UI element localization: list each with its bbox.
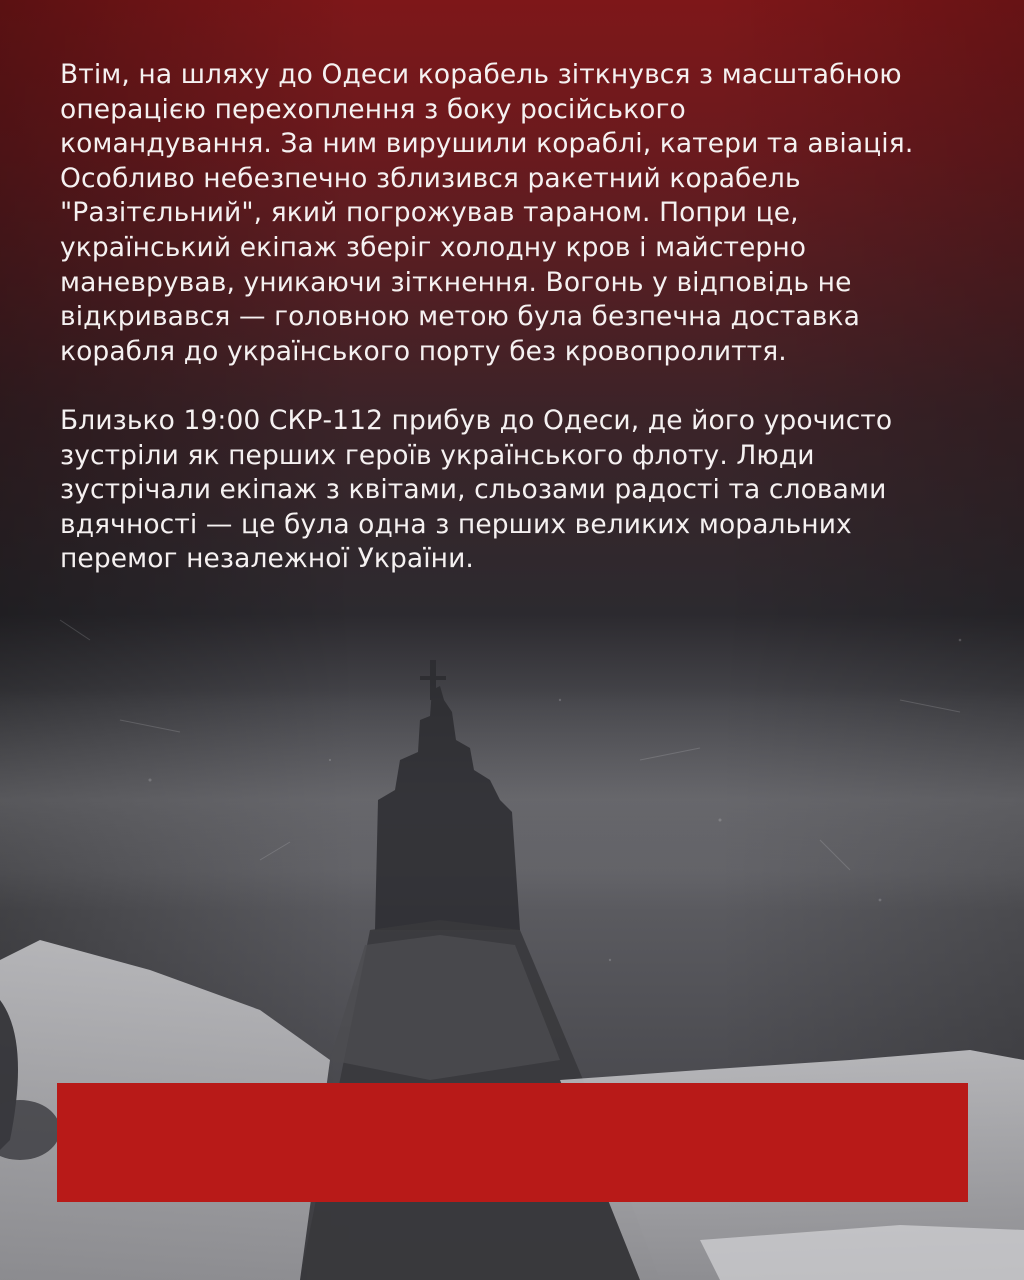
- text-line: Близько 19:00 СКР-112 прибув до Одеси, де його урочисто: [60, 404, 893, 436]
- text-line: "Разітєльний", який погрожував тараном. Попри це,: [60, 197, 799, 229]
- text-line: маневрував, уникаючи зіткнення. Вогонь у відповідь не: [60, 266, 852, 298]
- paragraph-2: [60, 404, 970, 577]
- text-line: зустріли як перших героїв українського флоту. Люди: [60, 439, 815, 471]
- text-line: Особливо небезпечно зблизився ракетний корабель: [60, 162, 801, 194]
- text-line: відкривався — головною метою була безпечна доставка: [60, 301, 860, 333]
- article-text: [60, 58, 970, 577]
- text-line: зустрічали екіпаж з квітами, сльозами радості та словами: [60, 474, 887, 506]
- text-line: вдячності — це була одна з перших великих моральних: [60, 508, 852, 540]
- red-banner: [57, 1083, 968, 1202]
- text-line: командування. За ним вирушили кораблі, катери та авіація.: [60, 128, 914, 160]
- text-line: корабля до українського порту без кровопролиття.: [60, 335, 787, 367]
- text-line: український екіпаж зберіг холодну кров і майстерно: [60, 231, 807, 263]
- text-line: Втім, на шляху до Одеси корабель зіткнувся з масштабною: [60, 59, 902, 90]
- text-line: перемог незалежної України.: [60, 543, 474, 575]
- paragraph-1: [60, 58, 970, 369]
- text-line: операцією перехоплення з боку російського: [60, 93, 686, 125]
